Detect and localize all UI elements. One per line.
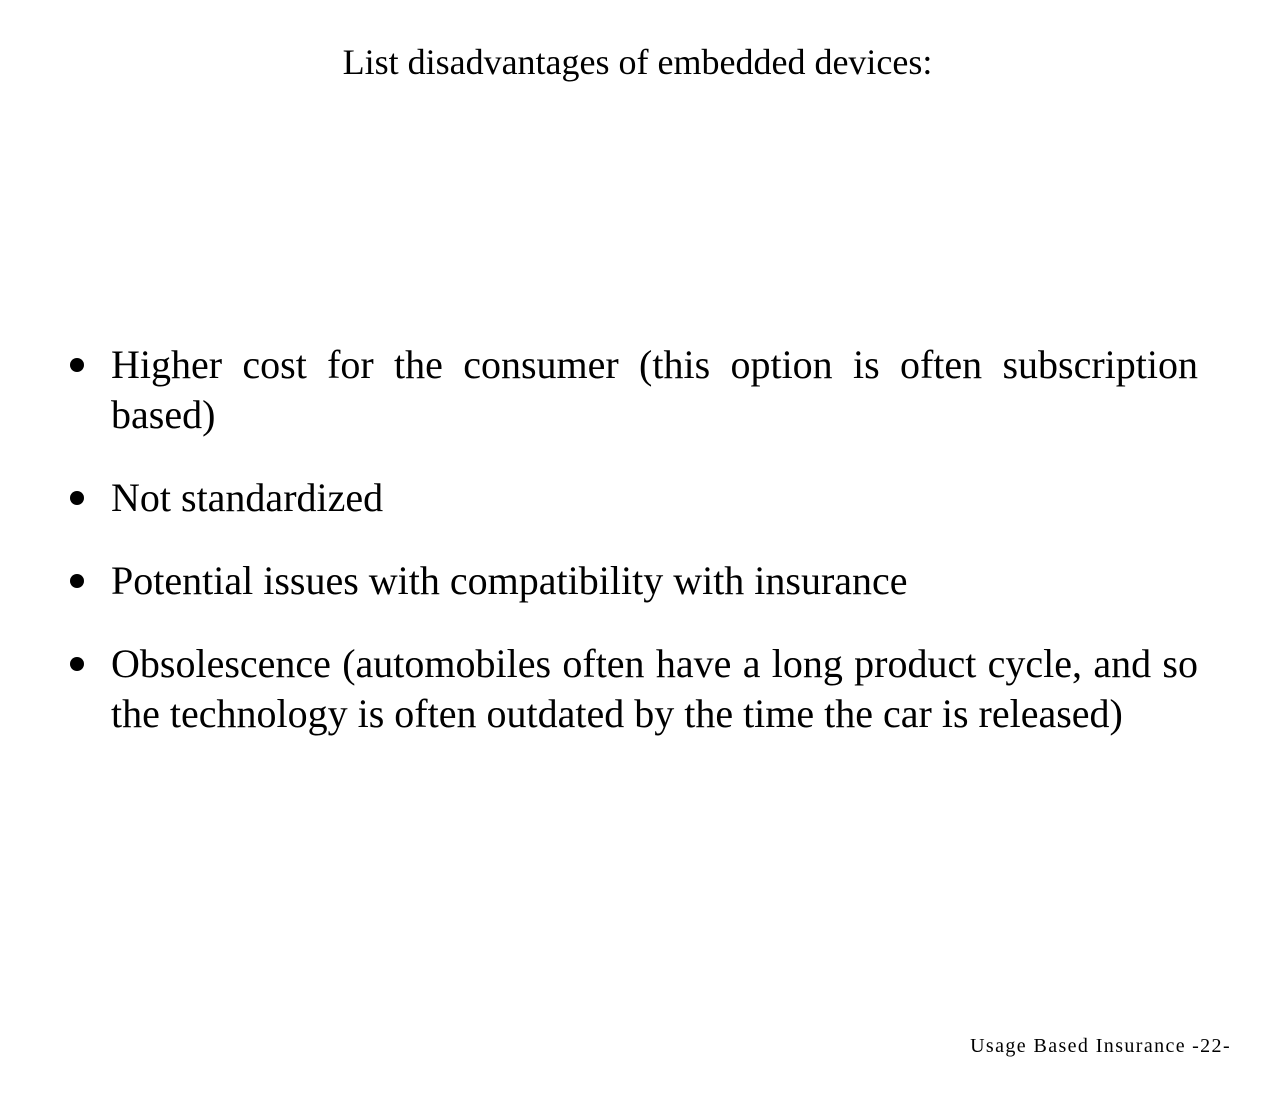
bullet-text: Higher cost for the consumer (this option is often subscription based): [111, 342, 1198, 437]
bullet-text: Obsolescence (automobiles often have a long product cycle, and so the technology is often outdated by the time the car is released): [111, 641, 1198, 736]
list-item: [70, 473, 1198, 523]
bullet-icon: [70, 657, 84, 671]
bullet-text: Potential issues with compatibility with insurance: [111, 558, 908, 603]
bullet-icon: [70, 358, 84, 372]
slide-title: List disadvantages of embedded devices:: [342, 42, 933, 82]
bullet-icon: [70, 491, 84, 505]
footer-running-title: Usage Based Insurance: [970, 1035, 1187, 1057]
bullet-list: [70, 340, 1198, 772]
bullet-text: Not standardized: [111, 475, 384, 520]
list-item: [70, 340, 1198, 440]
footer-page-number: -22-: [1192, 1035, 1231, 1057]
bullet-icon: [70, 574, 84, 588]
page-footer: [970, 1033, 1231, 1059]
list-item: [70, 556, 1198, 606]
list-item: [70, 639, 1198, 739]
